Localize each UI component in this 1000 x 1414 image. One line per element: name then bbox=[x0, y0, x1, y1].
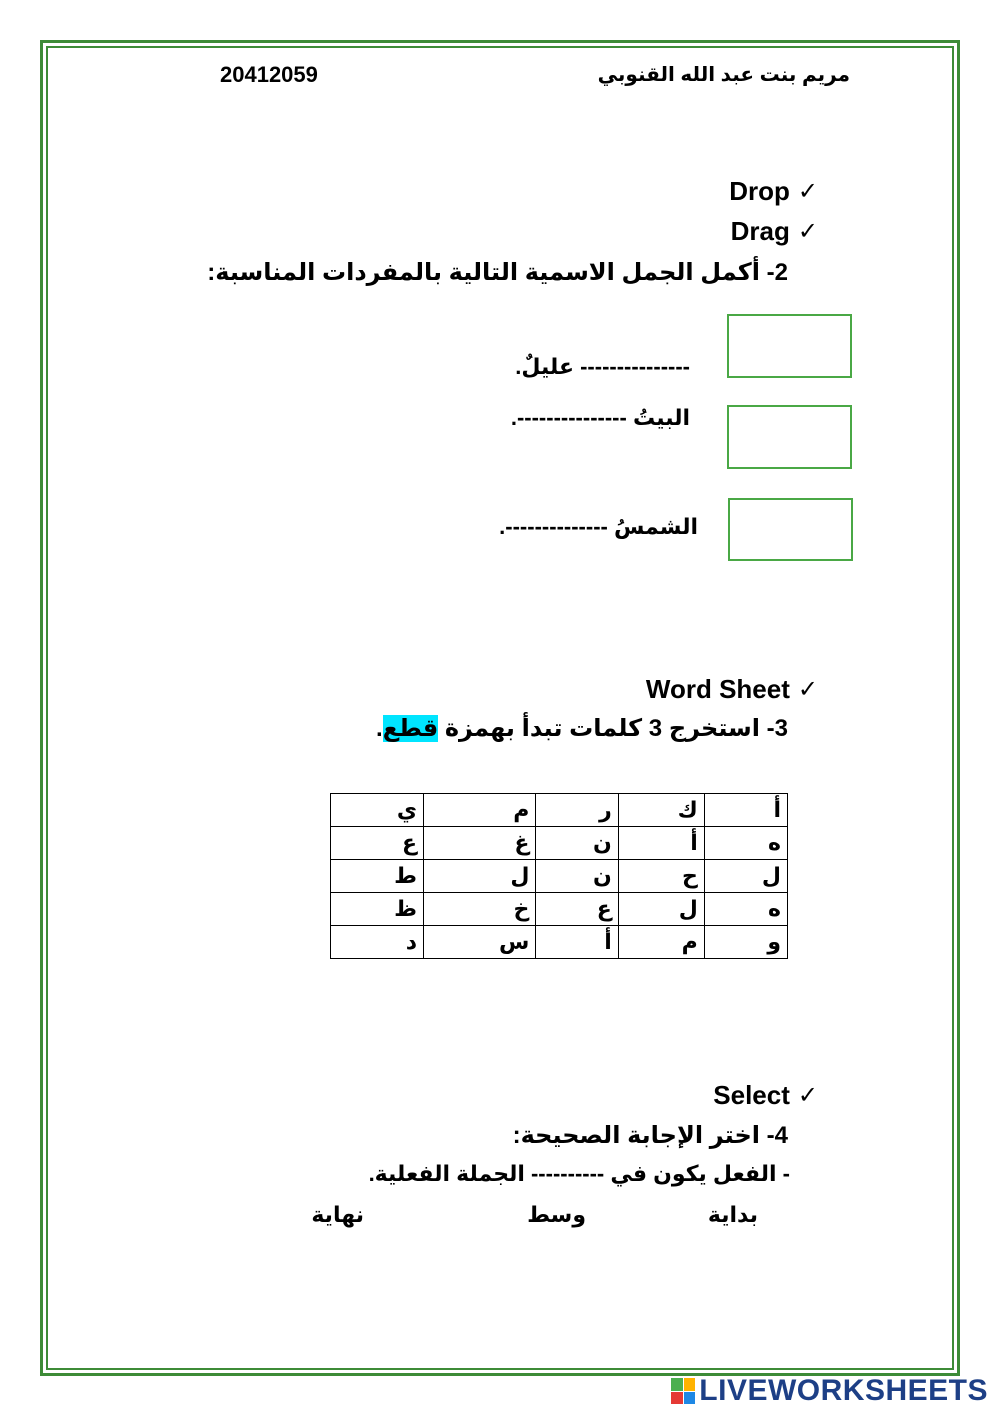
grid-cell[interactable]: ل bbox=[618, 893, 704, 926]
grid-cell[interactable]: م bbox=[424, 794, 536, 827]
grid-cell[interactable]: و bbox=[704, 926, 787, 959]
option-middle[interactable]: وسط bbox=[527, 1202, 586, 1227]
drop-box-1[interactable] bbox=[727, 314, 852, 378]
checkmark-icon: ✓ bbox=[797, 218, 818, 245]
question-3-text: 3- استخرج 3 كلمات تبدأ بهمزة bbox=[444, 715, 788, 742]
grid-cell[interactable]: د bbox=[331, 926, 424, 959]
grid-cell[interactable]: أ bbox=[536, 926, 618, 959]
check-item-word-sheet bbox=[646, 674, 818, 705]
grid-row bbox=[331, 893, 788, 926]
check-item-drop bbox=[729, 176, 818, 207]
grid-cell[interactable]: ع bbox=[331, 827, 424, 860]
grid-cell[interactable]: ن bbox=[536, 827, 618, 860]
question-3-suffix: . bbox=[376, 715, 383, 742]
grid-cell[interactable]: أ bbox=[618, 827, 704, 860]
watermark-text: LIVEWORKSHEETS bbox=[699, 1374, 988, 1407]
checkmark-icon: ✓ bbox=[797, 676, 818, 703]
drag-label: Drag bbox=[730, 216, 790, 246]
option-end[interactable]: نهاية bbox=[311, 1202, 364, 1227]
highlighted-word: قطع bbox=[382, 715, 439, 742]
student-id: 20412059 bbox=[220, 62, 318, 87]
question-2-title: 2- أكمل الجمل الاسمية التالية بالمفردات المناسبة: bbox=[207, 259, 788, 286]
liveworksheets-logo-icon bbox=[671, 1378, 695, 1404]
option-beginning[interactable]: بداية bbox=[707, 1202, 758, 1227]
drop-box-2[interactable] bbox=[727, 405, 852, 469]
grid-row bbox=[331, 794, 788, 827]
select-label: Select bbox=[713, 1080, 790, 1110]
word-sheet-label: Word Sheet bbox=[645, 674, 790, 704]
grid-cell[interactable]: غ bbox=[424, 827, 536, 860]
grid-cell[interactable]: ه bbox=[704, 893, 787, 926]
grid-cell[interactable]: س bbox=[424, 926, 536, 959]
grid-cell[interactable]: ل bbox=[424, 860, 536, 893]
grid-cell[interactable]: ن bbox=[536, 860, 618, 893]
check-item-select bbox=[713, 1080, 818, 1111]
letter-grid bbox=[330, 793, 788, 959]
check-item-drag bbox=[731, 216, 818, 247]
grid-cell[interactable]: أ bbox=[704, 794, 787, 827]
grid-cell[interactable]: ر bbox=[536, 794, 618, 827]
grid-row bbox=[331, 827, 788, 860]
grid-cell[interactable]: ه bbox=[704, 827, 787, 860]
checkmark-icon: ✓ bbox=[797, 1082, 818, 1109]
grid-cell[interactable]: خ bbox=[424, 893, 536, 926]
drop-label: Drop bbox=[729, 176, 790, 206]
grid-cell[interactable]: ظ bbox=[331, 893, 424, 926]
liveworksheets-watermark bbox=[671, 1374, 988, 1408]
grid-cell[interactable]: ك bbox=[618, 794, 704, 827]
grid-cell[interactable]: ط bbox=[331, 860, 424, 893]
sentence-1: --------------- عليلٌ. bbox=[515, 354, 690, 379]
sentence-3: الشمسُ --------------. bbox=[499, 514, 698, 539]
drop-box-3[interactable] bbox=[728, 498, 853, 561]
checkmark-icon: ✓ bbox=[797, 178, 818, 205]
grid-cell[interactable]: ح bbox=[618, 860, 704, 893]
sentence-2: البيتُ ---------------. bbox=[510, 405, 690, 430]
grid-cell[interactable]: م bbox=[618, 926, 704, 959]
question-4-sentence: - الفعل يكون في ---------- الجملة الفعلية. bbox=[368, 1161, 790, 1186]
question-3-title bbox=[376, 714, 788, 743]
question-4-title: 4- اختر الإجابة الصحيحة: bbox=[512, 1122, 788, 1149]
grid-row bbox=[331, 926, 788, 959]
grid-cell[interactable]: ل bbox=[704, 860, 787, 893]
student-name: مريم بنت عبد الله القنوبي bbox=[597, 64, 850, 86]
grid-row bbox=[331, 860, 788, 893]
grid-cell[interactable]: ي bbox=[331, 794, 424, 827]
grid-cell[interactable]: ع bbox=[536, 893, 618, 926]
